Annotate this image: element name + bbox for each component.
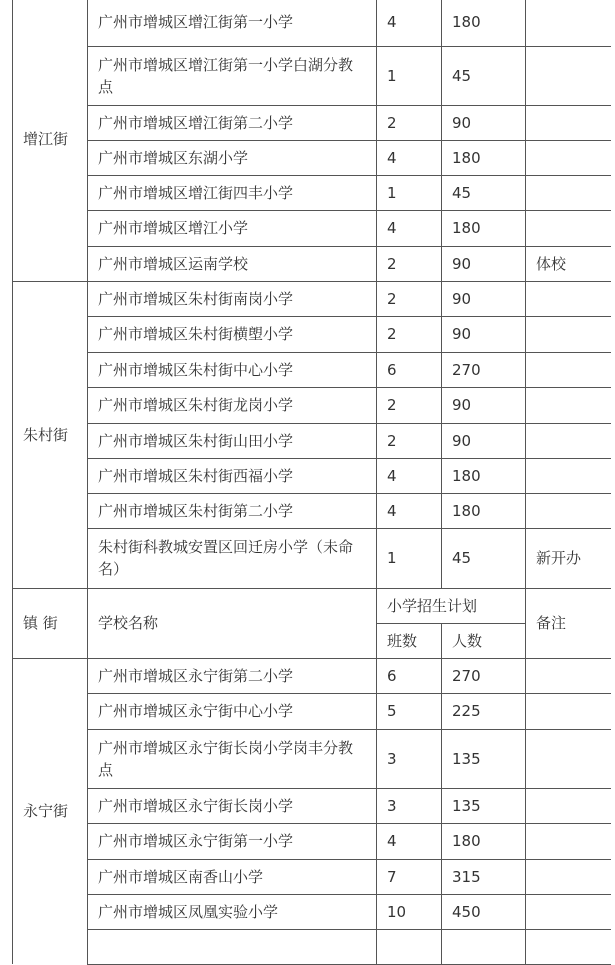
town-cell-zengjiang: 增江街	[13, 0, 88, 281]
school-name-cell: 朱村街科教城安置区回迁房小学（未命名）	[88, 528, 377, 588]
note-cell	[526, 316, 612, 352]
class-count-cell: 2	[377, 423, 442, 458]
class-count-cell: 4	[377, 140, 442, 175]
class-count-cell: 6	[377, 658, 442, 693]
note-cell	[526, 823, 612, 859]
class-count-cell: 4	[377, 458, 442, 493]
school-name-cell: 广州市增城区增江街四丰小学	[88, 175, 377, 210]
class-count-cell: 7	[377, 859, 442, 894]
table-row	[13, 387, 612, 423]
class-count-cell: 5	[377, 693, 442, 729]
table-row	[13, 693, 612, 729]
table-row	[13, 929, 612, 964]
town-cell-zhucun: 朱村街	[13, 281, 88, 588]
class-count-cell: 10	[377, 894, 442, 929]
people-count-cell: 90	[442, 246, 526, 281]
people-count-cell: 45	[442, 175, 526, 210]
people-count-cell: 45	[442, 528, 526, 588]
class-count-cell: 3	[377, 729, 442, 788]
table-row	[13, 175, 612, 210]
table-row	[13, 823, 612, 859]
people-count-cell: 90	[442, 105, 526, 140]
people-count-cell: 135	[442, 729, 526, 788]
note-cell: 新开办	[526, 528, 612, 588]
table-row	[13, 458, 612, 493]
note-cell	[526, 105, 612, 140]
header-school-name: 学校名称	[88, 588, 377, 658]
class-count-cell: 3	[377, 788, 442, 823]
town-cell-yongning: 永宁街	[13, 658, 88, 964]
header-note: 备注	[526, 588, 612, 658]
people-count-cell	[442, 929, 526, 964]
note-cell	[526, 423, 612, 458]
class-count-cell: 4	[377, 210, 442, 246]
school-name-cell: 广州市增城区永宁街第二小学	[88, 658, 377, 693]
table-row	[13, 658, 612, 693]
note-cell	[526, 658, 612, 693]
school-name-cell: 广州市增城区朱村街山田小学	[88, 423, 377, 458]
people-count-cell: 90	[442, 281, 526, 316]
school-name-cell: 广州市增城区增江街第二小学	[88, 105, 377, 140]
school-name-cell: 广州市增城区朱村街中心小学	[88, 352, 377, 387]
people-count-cell: 180	[442, 493, 526, 528]
table-row	[13, 493, 612, 528]
header-row	[13, 588, 612, 623]
school-name-cell: 广州市增城区朱村街第二小学	[88, 493, 377, 528]
table-row	[13, 281, 612, 316]
note-cell	[526, 929, 612, 964]
note-cell	[526, 175, 612, 210]
people-count-cell: 180	[442, 458, 526, 493]
note-cell: 体校	[526, 246, 612, 281]
people-count-cell: 90	[442, 316, 526, 352]
school-name-cell: 广州市增城区增江街第一小学白湖分教点	[88, 46, 377, 105]
note-cell	[526, 859, 612, 894]
note-cell	[526, 729, 612, 788]
class-count-cell: 2	[377, 105, 442, 140]
school-name-cell: 广州市增城区永宁街第一小学	[88, 823, 377, 859]
school-name-cell: 广州市增城区南香山小学	[88, 859, 377, 894]
note-cell	[526, 458, 612, 493]
class-count-cell: 4	[377, 823, 442, 859]
header-enrollment-plan: 小学招生计划	[377, 588, 526, 623]
note-cell	[526, 46, 612, 105]
note-cell	[526, 693, 612, 729]
note-cell	[526, 894, 612, 929]
table-row	[13, 859, 612, 894]
people-count-cell: 90	[442, 387, 526, 423]
class-count-cell: 1	[377, 46, 442, 105]
school-name-cell: 广州市增城区运南学校	[88, 246, 377, 281]
people-count-cell: 450	[442, 894, 526, 929]
header-people-count: 人数	[442, 623, 526, 658]
people-count-cell: 45	[442, 46, 526, 105]
class-count-cell: 2	[377, 246, 442, 281]
note-cell	[526, 788, 612, 823]
school-name-cell: 广州市增城区东湖小学	[88, 140, 377, 175]
school-name-cell: 广州市增城区朱村街南岗小学	[88, 281, 377, 316]
class-count-cell: 4	[377, 0, 442, 46]
table-row	[13, 105, 612, 140]
table-row	[13, 729, 612, 788]
people-count-cell: 270	[442, 658, 526, 693]
school-name-cell: 广州市增城区增江小学	[88, 210, 377, 246]
people-count-cell: 180	[442, 823, 526, 859]
class-count-cell: 1	[377, 528, 442, 588]
table-row	[13, 528, 612, 588]
header-class-count: 班数	[377, 623, 442, 658]
school-name-cell	[88, 929, 377, 964]
people-count-cell: 270	[442, 352, 526, 387]
table-row	[13, 423, 612, 458]
table-row	[13, 246, 612, 281]
school-name-cell: 广州市增城区凤凰实验小学	[88, 894, 377, 929]
class-count-cell: 2	[377, 387, 442, 423]
table-row	[13, 894, 612, 929]
note-cell	[526, 0, 612, 46]
note-cell	[526, 387, 612, 423]
people-count-cell: 180	[442, 140, 526, 175]
people-count-cell: 225	[442, 693, 526, 729]
class-count-cell: 2	[377, 281, 442, 316]
class-count-cell: 1	[377, 175, 442, 210]
school-name-cell: 广州市增城区增江街第一小学	[88, 0, 377, 46]
school-name-cell: 广州市增城区永宁街长岗小学岗丰分教点	[88, 729, 377, 788]
note-cell	[526, 493, 612, 528]
people-count-cell: 135	[442, 788, 526, 823]
school-name-cell: 广州市增城区朱村街西福小学	[88, 458, 377, 493]
note-cell	[526, 140, 612, 175]
class-count-cell: 2	[377, 316, 442, 352]
table-row	[13, 210, 612, 246]
class-count-cell	[377, 929, 442, 964]
school-name-cell: 广州市增城区朱村街龙岗小学	[88, 387, 377, 423]
school-name-cell: 广州市增城区永宁街中心小学	[88, 693, 377, 729]
people-count-cell: 180	[442, 0, 526, 46]
table-row	[13, 140, 612, 175]
school-name-cell: 广州市增城区永宁街长岗小学	[88, 788, 377, 823]
header-town: 镇 街	[13, 588, 88, 658]
note-cell	[526, 352, 612, 387]
people-count-cell: 180	[442, 210, 526, 246]
note-cell	[526, 281, 612, 316]
table-row	[13, 316, 612, 352]
school-name-cell: 广州市增城区朱村街横塱小学	[88, 316, 377, 352]
enrollment-table	[12, 0, 611, 965]
class-count-cell: 6	[377, 352, 442, 387]
table-row	[13, 0, 612, 46]
table-row	[13, 788, 612, 823]
note-cell	[526, 210, 612, 246]
table-row	[13, 352, 612, 387]
people-count-cell: 315	[442, 859, 526, 894]
table-row	[13, 46, 612, 105]
class-count-cell: 4	[377, 493, 442, 528]
people-count-cell: 90	[442, 423, 526, 458]
